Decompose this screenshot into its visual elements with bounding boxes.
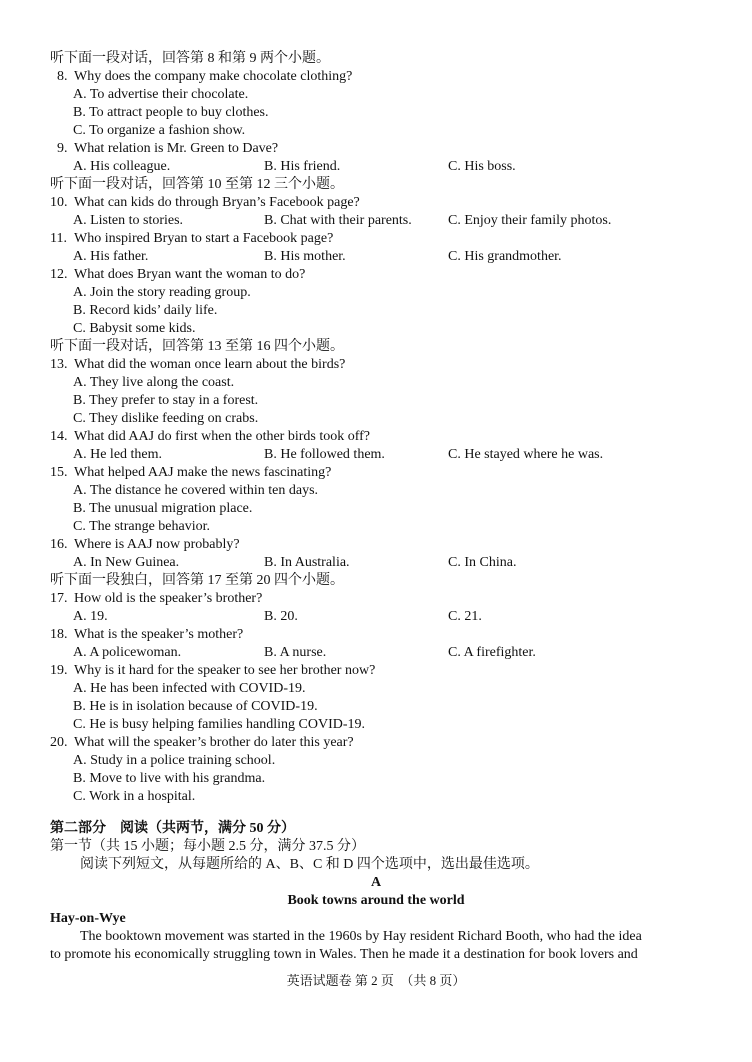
question-8 xyxy=(0,68,752,86)
instruction xyxy=(0,856,752,874)
subheading xyxy=(0,910,752,928)
option xyxy=(0,104,752,122)
option-b: B. He followed them. xyxy=(264,447,385,462)
question-text: Who inspired Bryan to start a Facebook page? xyxy=(74,231,334,246)
option-c: C. He is busy helping families handling COVID-19. xyxy=(73,717,366,732)
question-number: 15. xyxy=(50,465,68,480)
question-11 xyxy=(0,230,752,248)
option-b: B. Record kids’ daily life. xyxy=(73,303,218,318)
paragraph-text: to promote his economically struggling town in Wales. Then he made it a destination for book lovers and xyxy=(50,947,638,962)
option-a: A. Study in a police training school. xyxy=(73,753,276,768)
question-number: 18. xyxy=(50,627,68,642)
question-number: 10. xyxy=(50,195,68,210)
option-b: B. Chat with their parents. xyxy=(264,213,412,228)
question-10 xyxy=(0,194,752,212)
question-text: What does Bryan want the woman to do? xyxy=(74,267,306,282)
section-header-text: 听下面一段对话，回答第 13 至第 16 四个小题。 xyxy=(50,339,344,354)
paragraph-line xyxy=(0,928,752,946)
question-number: 16. xyxy=(50,537,68,552)
option-b: B. 20. xyxy=(264,609,298,624)
section-header-text: 听下面一段独白，回答第 17 至第 20 四个小题。 xyxy=(50,573,344,588)
options-row xyxy=(0,554,752,572)
option xyxy=(0,788,752,806)
section-header-text: 听下面一段对话，回答第 10 至第 12 三个小题。 xyxy=(50,177,344,192)
question-text: Why does the company make chocolate clothing? xyxy=(74,69,353,84)
section-header-text: 听下面一段对话，回答第 8 和第 9 两个小题。 xyxy=(50,51,330,66)
option-c: C. The strange behavior. xyxy=(73,519,210,534)
question-number: 19. xyxy=(50,663,68,678)
option-c: C. To organize a fashion show. xyxy=(73,123,246,138)
option xyxy=(0,392,752,410)
option-a: A. The distance he covered within ten days. xyxy=(73,483,319,498)
option xyxy=(0,752,752,770)
option-c: C. He stayed where he was. xyxy=(448,447,604,462)
options-row xyxy=(0,446,752,464)
question-text: What did the woman once learn about the birds? xyxy=(74,357,346,372)
question-number: 12. xyxy=(50,267,68,282)
option-a: A. His father. xyxy=(73,249,149,264)
option-a: A. He led them. xyxy=(73,447,163,462)
option xyxy=(0,302,752,320)
option-b: B. His friend. xyxy=(264,159,341,174)
option-b: B. To attract people to buy clothes. xyxy=(73,105,269,120)
option-c: C. A firefighter. xyxy=(448,645,536,660)
option-c: C. Babysit some kids. xyxy=(73,321,196,336)
question-text: What will the speaker’s brother do later this year? xyxy=(74,735,354,750)
option xyxy=(0,518,752,536)
question-text: What helped AAJ make the news fascinating? xyxy=(74,465,332,480)
section-title xyxy=(0,838,752,856)
part-title xyxy=(0,820,752,838)
option-a: A. In New Guinea. xyxy=(73,555,180,570)
options-row xyxy=(0,212,752,230)
option-c: C. They dislike feeding on crabs. xyxy=(73,411,259,426)
option xyxy=(0,122,752,140)
question-text: Where is AAJ now probably? xyxy=(74,537,240,552)
passage-title: Book towns around the world xyxy=(287,893,465,908)
option-a: A. His colleague. xyxy=(73,159,171,174)
option-a: A. They live along the coast. xyxy=(73,375,235,390)
question-number: 13. xyxy=(50,357,68,372)
option xyxy=(0,698,752,716)
option-b: B. He is in isolation because of COVID-19. xyxy=(73,699,318,714)
question-text: What can kids do through Bryan’s Facebook page? xyxy=(74,195,360,210)
section-header xyxy=(0,338,752,356)
option xyxy=(0,680,752,698)
section-header xyxy=(0,50,752,68)
question-14 xyxy=(0,428,752,446)
option-a: A. Listen to stories. xyxy=(73,213,184,228)
question-text: Why is it hard for the speaker to see her brother now? xyxy=(74,663,376,678)
options-row xyxy=(0,248,752,266)
question-number: 11. xyxy=(50,231,67,246)
option-b: B. His mother. xyxy=(264,249,346,264)
question-16 xyxy=(0,536,752,554)
option xyxy=(0,320,752,338)
page-footer: 英语试题卷 第 2 页 （共 8 页） xyxy=(286,973,466,988)
passage-letter: A xyxy=(370,875,382,890)
question-9 xyxy=(0,140,752,158)
question-13 xyxy=(0,356,752,374)
instruction-text: 阅读下列短文，从每题所给的 A、B、C 和 D 四个选项中，选出最佳选项。 xyxy=(80,857,539,872)
question-number: 17. xyxy=(50,591,68,606)
options-row xyxy=(0,158,752,176)
option-b: B. A nurse. xyxy=(264,645,327,660)
question-15 xyxy=(0,464,752,482)
part-title-text: 第二部分 阅读（共两节，满分 50 分） xyxy=(50,821,295,836)
option-a: A. 19. xyxy=(73,609,108,624)
option-c: C. His boss. xyxy=(448,159,516,174)
option-c: C. In China. xyxy=(448,555,517,570)
option-a: A. To advertise their chocolate. xyxy=(73,87,249,102)
option-c: C. Work in a hospital. xyxy=(73,789,196,804)
option-c: C. His grandmother. xyxy=(448,249,562,264)
option-b: B. The unusual migration place. xyxy=(73,501,253,516)
section-header xyxy=(0,176,752,194)
question-text: How old is the speaker’s brother? xyxy=(74,591,263,606)
option xyxy=(0,482,752,500)
option-c: C. 21. xyxy=(448,609,482,624)
options-row xyxy=(0,644,752,662)
option xyxy=(0,284,752,302)
option xyxy=(0,716,752,734)
section-header xyxy=(0,572,752,590)
option-c: C. Enjoy their family photos. xyxy=(448,213,612,228)
question-number: 20. xyxy=(50,735,68,750)
question-number: 14. xyxy=(50,429,68,444)
question-20 xyxy=(0,734,752,752)
option-b: B. In Australia. xyxy=(264,555,350,570)
question-text: What relation is Mr. Green to Dave? xyxy=(74,141,279,156)
option-b: B. Move to live with his grandma. xyxy=(73,771,266,786)
paragraph-line xyxy=(0,946,752,964)
question-text: What did AAJ do first when the other birds took off? xyxy=(74,429,371,444)
question-number: 9. xyxy=(57,141,68,156)
option-a: A. Join the story reading group. xyxy=(73,285,251,300)
question-text: What is the speaker’s mother? xyxy=(74,627,244,642)
question-19 xyxy=(0,662,752,680)
option-a: A. A policewoman. xyxy=(73,645,182,660)
option xyxy=(0,86,752,104)
question-17 xyxy=(0,590,752,608)
question-18 xyxy=(0,626,752,644)
option xyxy=(0,500,752,518)
option-b: B. They prefer to stay in a forest. xyxy=(73,393,259,408)
section-title-text: 第一节（共 15 小题；每小题 2.5 分，满分 37.5 分） xyxy=(50,839,365,854)
question-12 xyxy=(0,266,752,284)
option xyxy=(0,770,752,788)
option xyxy=(0,374,752,392)
options-row xyxy=(0,608,752,626)
subheading-text: Hay-on-Wye xyxy=(50,911,126,926)
question-number: 8. xyxy=(57,69,68,84)
option xyxy=(0,410,752,428)
paragraph-text: The booktown movement was started in the 1960s by Hay resident Richard Booth, who had the idea xyxy=(80,929,642,944)
option-a: A. He has been infected with COVID-19. xyxy=(73,681,306,696)
